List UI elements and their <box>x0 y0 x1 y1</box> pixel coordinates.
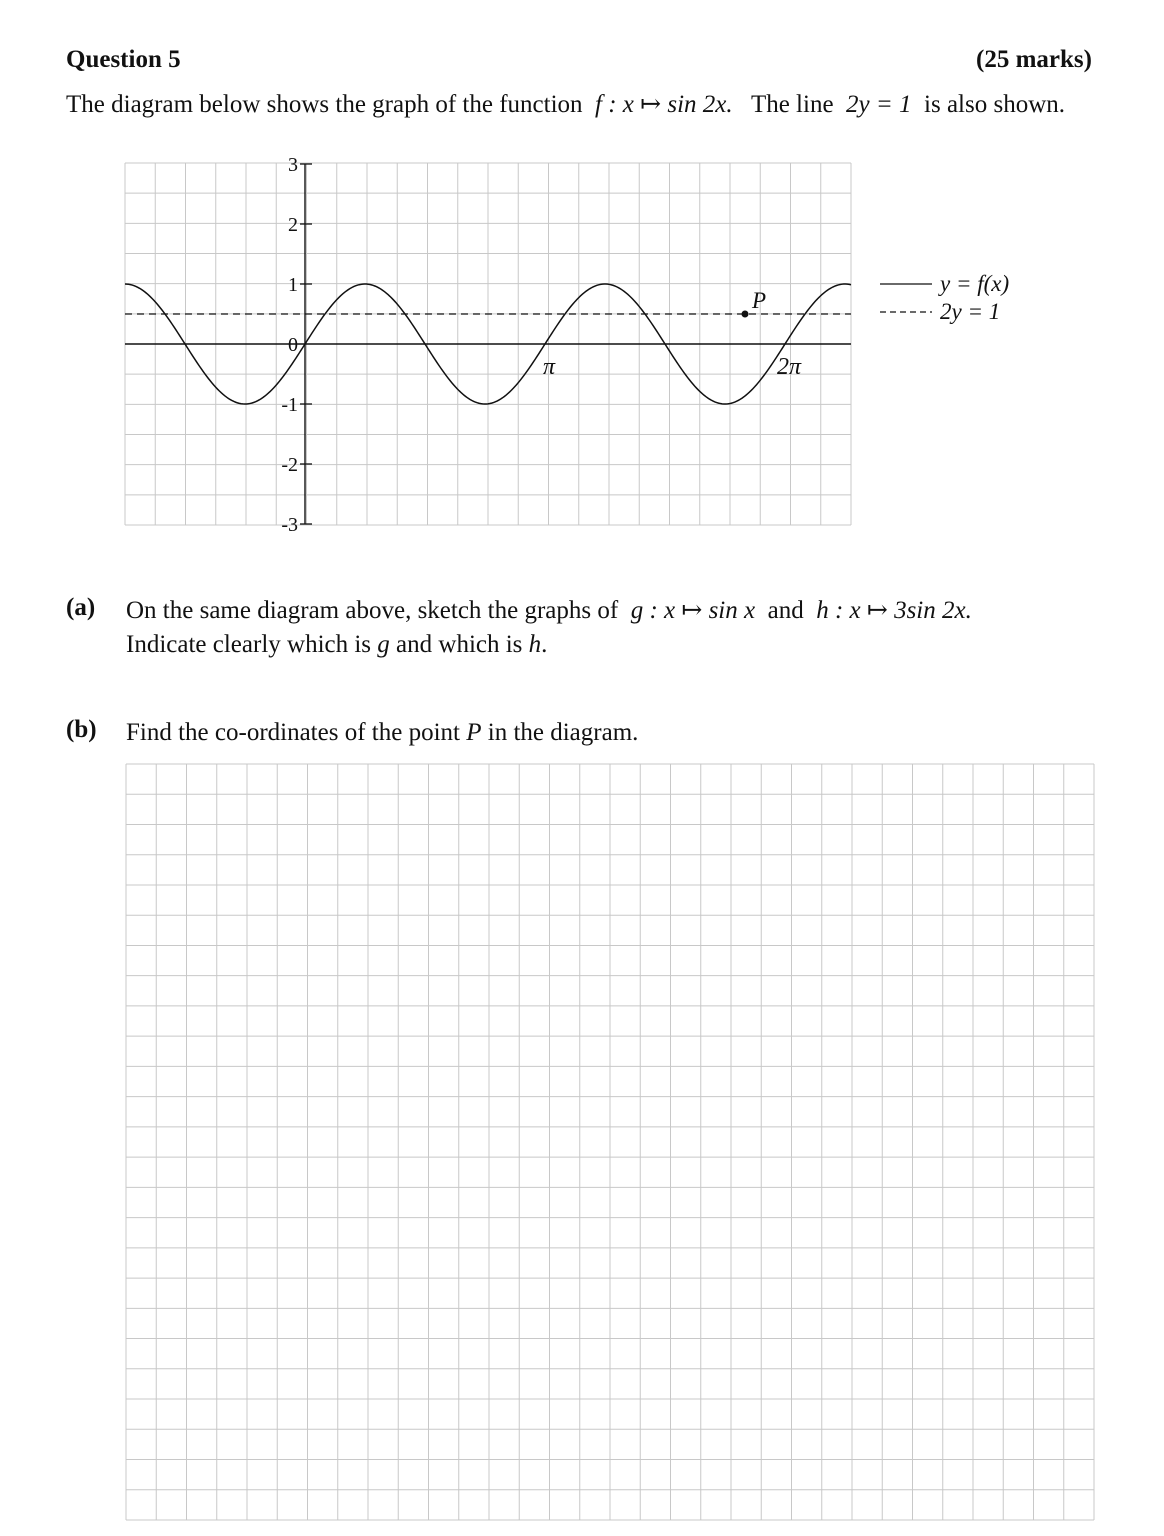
x-tick-label: π <box>542 354 556 380</box>
y-tick-label: 0 <box>288 334 298 356</box>
answer-grid[interactable] <box>124 762 1096 1522</box>
y-tick-label: 2 <box>288 214 298 236</box>
graph-legend <box>880 271 1009 324</box>
point-p-marker <box>742 311 749 318</box>
part-a-label: (a) <box>66 594 96 621</box>
part-a-conjunction: and <box>767 597 804 624</box>
intro-mid: The line <box>750 91 834 118</box>
part-b-label: (b) <box>66 716 97 743</box>
part-b-text <box>126 716 638 750</box>
legend-label: y = f(x) <box>940 271 1010 296</box>
question-marks: (25 marks) <box>976 46 1092 73</box>
y-tick-label: 1 <box>288 274 298 296</box>
function-graph <box>0 0 1164 560</box>
point-p-label: P <box>751 288 767 313</box>
function-f-definition: f : x ↦ sin 2x. <box>595 91 733 118</box>
y-tick-label: 3 <box>288 154 298 176</box>
y-tick-label: -2 <box>281 454 298 476</box>
legend-label: 2y = 1 <box>940 299 1001 324</box>
part-a-text <box>126 594 972 662</box>
y-tick-label: -1 <box>281 394 298 416</box>
line-equation: 2y = 1 <box>846 91 912 118</box>
part-b-prefix: Find the co-ordinates of the point <box>126 719 460 746</box>
part-b-suffix: in the diagram. <box>487 719 639 746</box>
intro-suffix: is also shown. <box>924 91 1065 118</box>
point-p-symbol: P <box>466 719 482 746</box>
part-a-line2-end: . <box>541 631 548 658</box>
function-g-definition: g : x ↦ sin x <box>630 597 756 624</box>
part-a-line1-prefix: On the same diagram above, sketch the graphs of <box>126 597 619 624</box>
g-symbol: g <box>377 631 390 658</box>
y-tick-label: -3 <box>281 514 298 536</box>
function-h-definition: h : x ↦ 3sin 2x. <box>816 597 972 624</box>
h-symbol: h <box>528 631 542 658</box>
part-a-line2-prefix: Indicate clearly which is <box>126 631 372 658</box>
part-a-line2-mid: and which is <box>396 631 523 658</box>
x-tick-label: 2π <box>776 354 802 380</box>
question-title: Question 5 <box>66 46 181 73</box>
intro-prefix: The diagram below shows the graph of the function <box>66 91 583 118</box>
